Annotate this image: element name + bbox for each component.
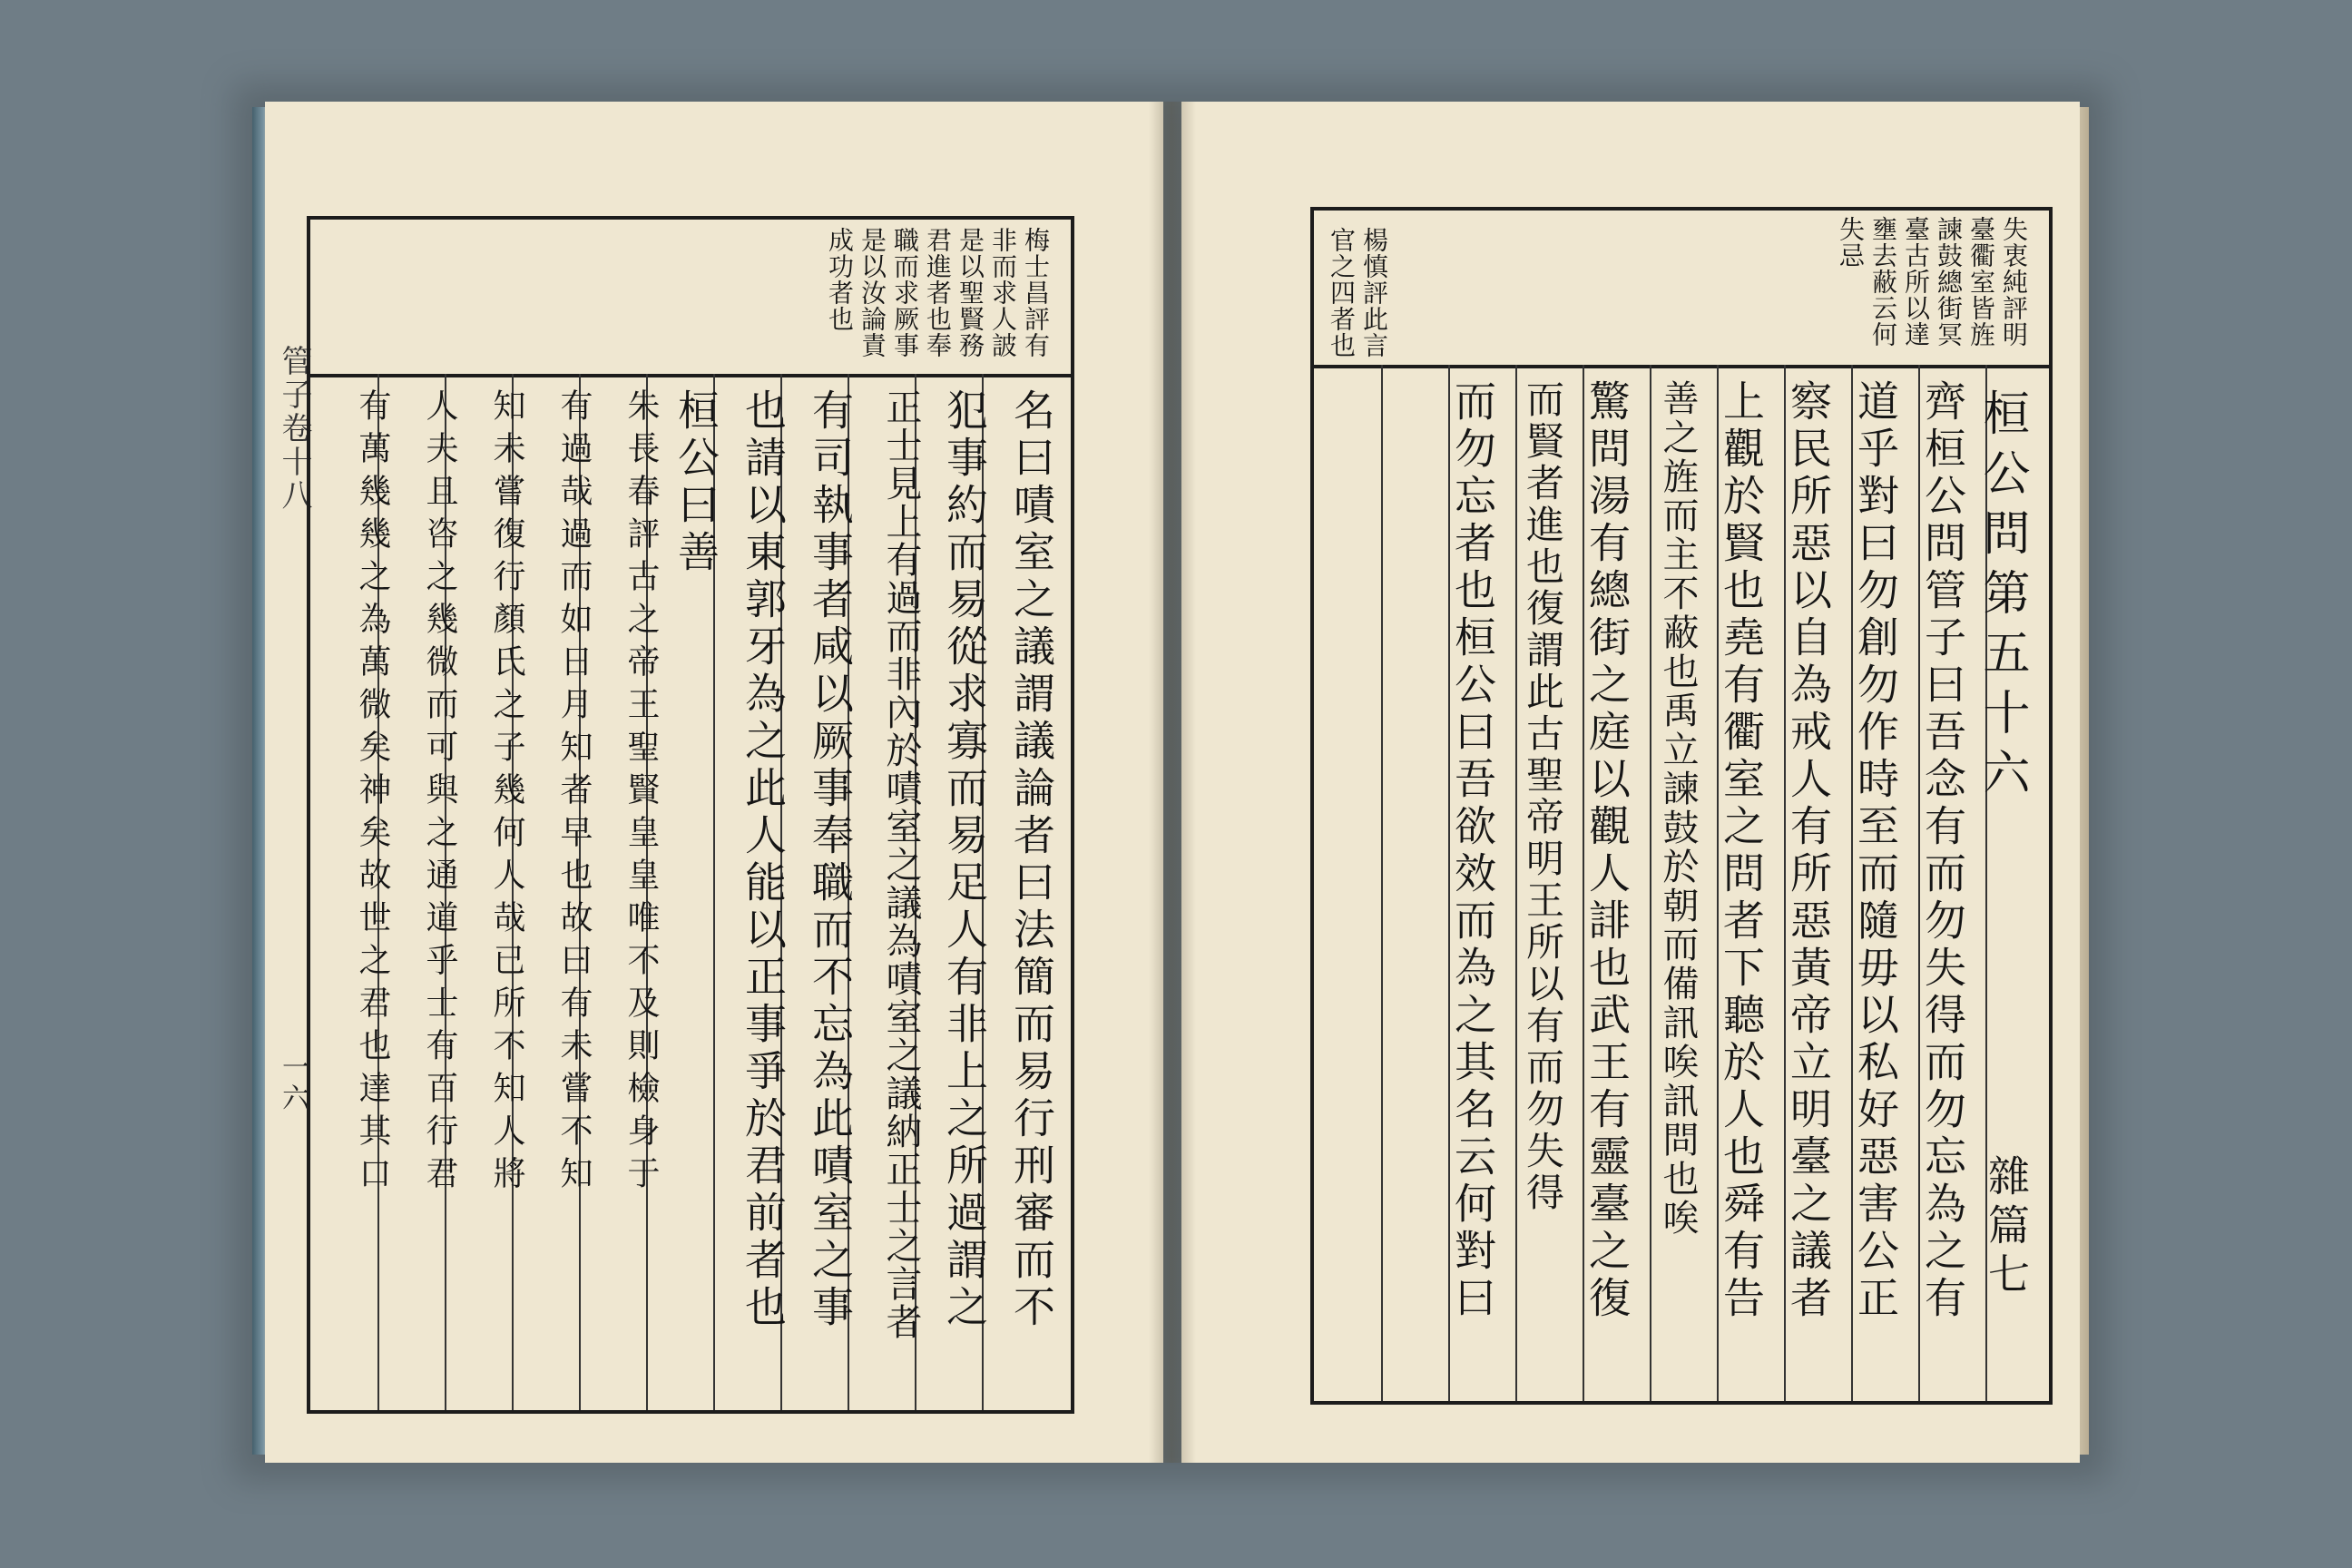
head-note-line: 臺衢室皆旌 xyxy=(1966,216,1996,348)
commentary-column: 知未嘗復行顏氏之子幾何人哉已所不知人將 xyxy=(488,388,525,1199)
fold-label: 管子卷十八 xyxy=(276,345,312,513)
text-column: 齊桓公問管子曰吾念有而勿失得而勿忘為之有 xyxy=(1918,379,1967,1323)
head-note-line: 壅去蔽云何 xyxy=(1868,216,1898,348)
text-column: 犯事約而易從求寡而易足人有非上之所過謂之 xyxy=(940,388,989,1332)
head-note-line: 是以聖賢務 xyxy=(956,227,985,358)
page-number: 一六 xyxy=(277,1053,309,1114)
text-column: 察民所惡以自為戒人有所惡黃帝立明臺之議者 xyxy=(1784,379,1833,1323)
head-note-line: 失忌 xyxy=(1836,216,1866,269)
head-note-line: 官之四者也 xyxy=(1327,227,1357,358)
head-note-line: 非而求人詖 xyxy=(988,227,1018,358)
text-column: 善之旌而主不蔽也禹立諫鼓於朝而備訊唉訊問也唉 xyxy=(1657,379,1699,1238)
left-head-band xyxy=(310,220,1071,377)
commentary-column: 朱長春評古之帝王聖賢皇皇唯不及則檢身于 xyxy=(622,388,660,1199)
text-column: 有司執事者咸以厥事奉職而不忘為此嘖室之事 xyxy=(806,388,855,1332)
commentary-column: 有萬幾幾之為萬微矣神矣故世之君也達其口 xyxy=(354,388,391,1199)
head-note-line: 君進者也奉 xyxy=(923,227,953,358)
head-note-line: 楊慎評此言 xyxy=(1359,227,1389,358)
head-note-line: 是以汝論責 xyxy=(858,227,887,358)
head-note-line: 梅士昌評有 xyxy=(1021,227,1051,358)
left-text-frame xyxy=(307,216,1074,1414)
text-column: 驚問湯有總街之庭以觀人誹也武王有靈臺之復 xyxy=(1583,379,1632,1323)
text-column: 正士見上有過而非內於嘖室之議為嘖室之議納正士之言者 xyxy=(880,388,922,1341)
right-head-band xyxy=(1314,211,2049,368)
head-note-line: 臺古所以達 xyxy=(1901,216,1931,348)
right-text-frame xyxy=(1310,207,2053,1405)
text-column: 桓公曰善 xyxy=(671,388,720,577)
text-column: 而賢者進也復謂此古聖帝明王所以有而勿失得 xyxy=(1521,379,1565,1214)
text-column: 上觀於賢也堯有衢室之問者下聽於人也舜有告 xyxy=(1717,379,1766,1323)
head-note-line: 成功者也 xyxy=(825,227,855,332)
head-note-line: 失衷純評明 xyxy=(1999,216,2029,348)
head-note-line: 職而求厥事 xyxy=(890,227,920,358)
text-column: 名曰嘖室之議謂議論者曰法簡而易行刑審而不 xyxy=(1007,388,1056,1332)
gutter-fold xyxy=(1149,102,1196,1463)
text-column: 道乎對曰勿創勿作時至而隨毋以私好惡害公正 xyxy=(1851,379,1900,1323)
section-label: 雜篇七 xyxy=(1982,1154,2031,1301)
commentary-column: 人夫且咨之幾微而可與之通道乎士有百行君 xyxy=(421,388,458,1199)
text-column: 而勿忘者也桓公曰吾欲效而為之其名云何對曰 xyxy=(1448,379,1497,1323)
head-note-line: 諫鼓總街冥 xyxy=(1934,216,1964,348)
chapter-title: 桓公問第五十六 xyxy=(1975,388,2029,808)
commentary-column: 有過哉過而如日月知者早也故曰有未嘗不知 xyxy=(555,388,593,1199)
text-column: 也請以東郭牙為之此人能以正事爭於君前者也 xyxy=(739,388,788,1332)
